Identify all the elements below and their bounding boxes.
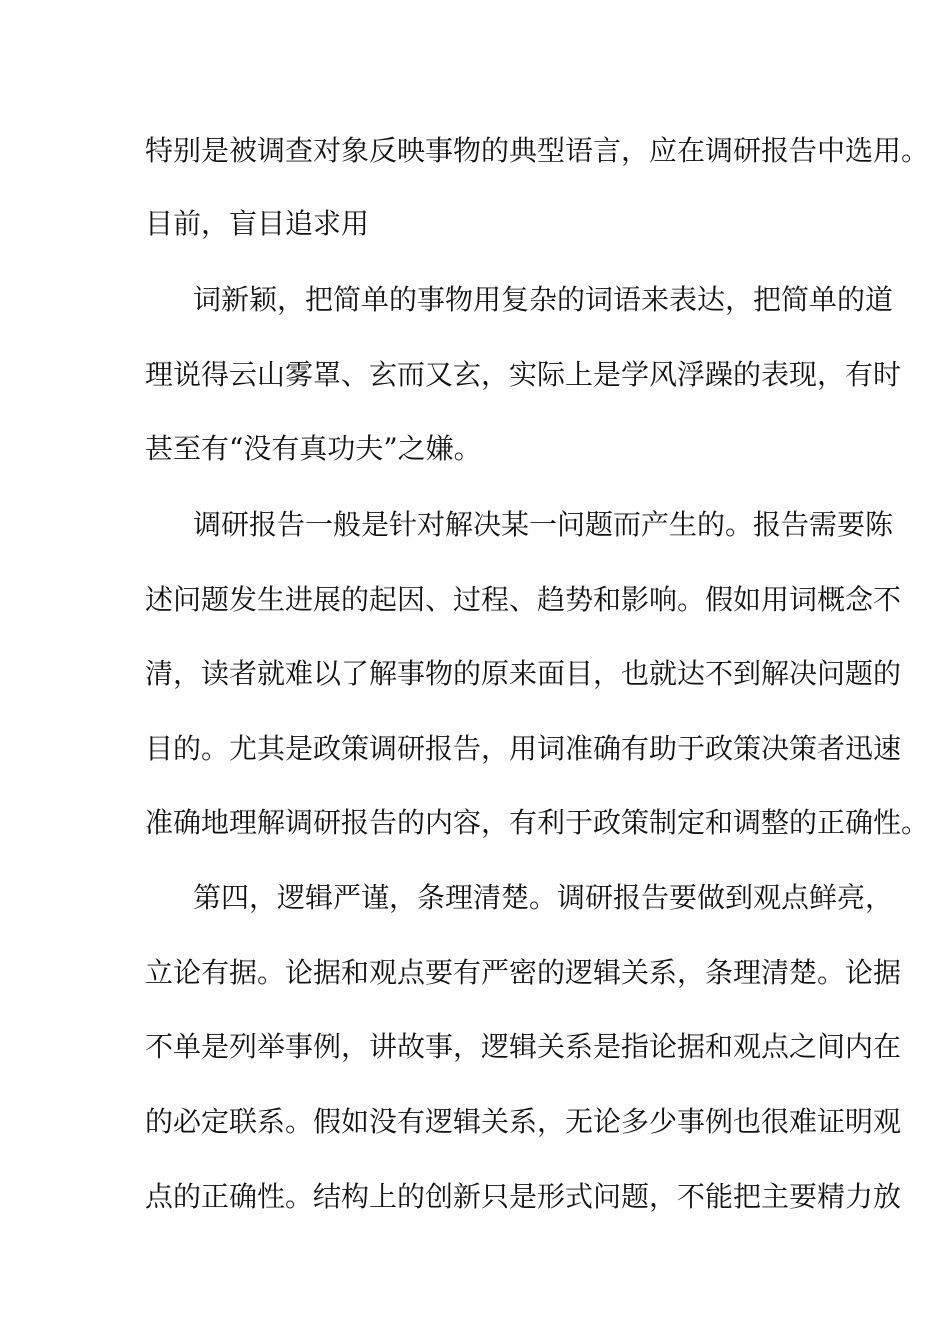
- text-line-7: 述问题发生进展的起因、过程、趋势和影响。假如用词概念不: [145, 583, 902, 616]
- text-line-13: 不单是列举事例，讲故事，逻辑关系是指论据和观点之间内在: [145, 1030, 902, 1063]
- text-line-14: 的必定联系。假如没有逻辑关系，无论多少事例也很难证明观: [145, 1105, 902, 1138]
- text-line-3: 词新颖，把简单的事物用复杂的词语来表达，把简单的道: [193, 283, 894, 316]
- text-line-2: 目前，盲目追求用: [145, 207, 370, 240]
- text-line-4: 理说得云山雾罩、玄而又玄，实际上是学风浮躁的表现，有时: [145, 358, 902, 391]
- text-line-5: 甚至有“没有真功夫”之嫌。: [145, 432, 482, 465]
- text-line-12: 立论有据。论据和观点要有严密的逻辑关系，条理清楚。论据: [145, 956, 902, 989]
- text-line-1: 特别是被调查对象反映事物的典型语言，应在调研报告中选用。: [145, 134, 930, 167]
- text-line-15: 点的正确性。结构上的创新只是形式问题，不能把主要精力放: [145, 1180, 902, 1213]
- text-line-9: 目的。尤其是政策调研报告，用词准确有助于政策决策者迅速: [145, 732, 902, 765]
- text-line-11: 第四，逻辑严谨，条理清楚。调研报告要做到观点鲜亮，: [193, 881, 894, 914]
- text-line-8: 清，读者就难以了解事物的原来面目，也就达不到解决问题的: [145, 657, 902, 690]
- text-line-10: 准确地理解调研报告的内容，有利于政策制定和调整的正确性。: [145, 806, 930, 839]
- text-line-6: 调研报告一般是针对解决某一问题而产生的。报告需要陈: [193, 508, 894, 541]
